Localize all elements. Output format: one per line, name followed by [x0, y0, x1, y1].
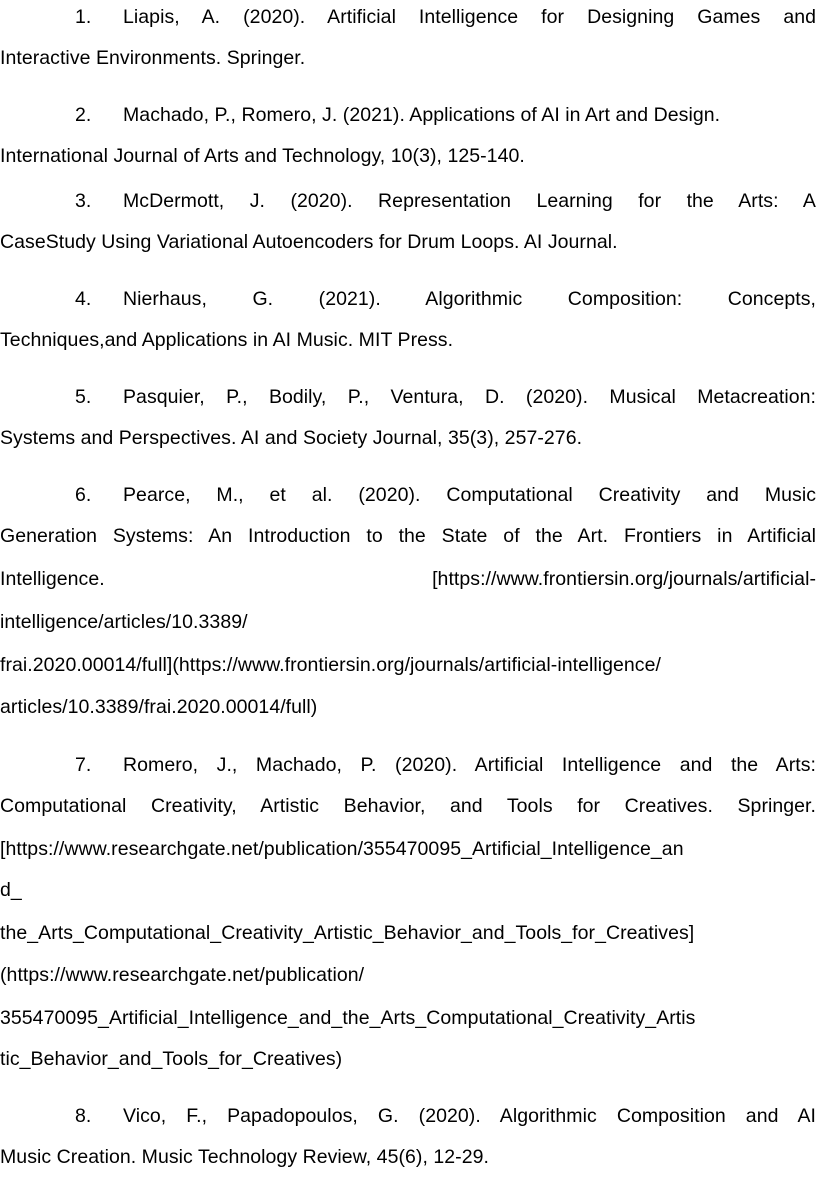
- reference-5-line-1: [75, 382, 816, 412]
- reference-1-line-2: Interactive Environments. Springer.: [0, 47, 306, 69]
- reference-6-line-2: Generation Systems: An Introduction to the State of the Art. Frontiers in Artificial: [0, 525, 816, 547]
- reference-8-line-2: Music Creation. Music Technology Review, 45(6), 12-29.: [0, 1146, 489, 1168]
- reference-7-line-1: [75, 750, 816, 780]
- reference-2-text-1: Machado, P., Romero, J. (2021). Applications of AI in Art and Design.: [123, 104, 721, 126]
- reference-6-link-part-1[interactable]: [https://www.frontiersin.org/journals/artificial-: [432, 568, 816, 590]
- reference-7-link-part-2[interactable]: d_: [0, 879, 22, 901]
- reference-7-link-part-6[interactable]: tic_Behavior_and_Tools_for_Creatives): [0, 1048, 343, 1070]
- reference-7-line-2: Computational Creativity, Artistic Behavior, and Tools for Creatives. Springer.: [0, 795, 816, 817]
- reference-6-link-part-2[interactable]: intelligence/articles/10.3389/: [0, 611, 248, 633]
- reference-6-text-1: Pearce, M., et al. (2020). Computational Creativity and Music: [123, 484, 816, 506]
- reference-7-link-part-1[interactable]: [https://www.researchgate.net/publication/355470095_Artificial_Intelligence_an: [0, 838, 684, 860]
- reference-4-line-1: [75, 284, 816, 314]
- reference-5-text-1: Pasquier, P., Bodily, P., Ventura, D. (2020). Musical Metacreation:: [123, 386, 816, 408]
- reference-2-line-1: [75, 100, 816, 130]
- reference-4-text-1: Nierhaus, G. (2021). Algorithmic Composition: Concepts,: [123, 288, 816, 310]
- reference-6-link-part-4[interactable]: articles/10.3389/frai.2020.00014/full): [0, 696, 318, 718]
- reference-3-line-1: [75, 186, 816, 216]
- reference-2-line-2: International Journal of Arts and Technology, 10(3), 125-140.: [0, 145, 525, 167]
- reference-7-link-part-3[interactable]: the_Arts_Computational_Creativity_Artistic_Behavior_and_Tools_for_Creatives]: [0, 922, 695, 944]
- reference-6-link-part-3[interactable]: frai.2020.00014/full](https://www.frontiersin.org/journals/artificial-intelligence/: [0, 654, 661, 676]
- reference-7-link-part-5[interactable]: 355470095_Artificial_Intelligence_and_the_Arts_Computational_Creativity_Artis: [0, 1007, 696, 1029]
- reference-4-line-2: Techniques,and Applications in AI Music. MIT Press.: [0, 329, 454, 351]
- reference-1-line-1: [75, 2, 816, 32]
- reference-6-text-3: Intelligence.: [0, 568, 105, 590]
- reference-6-number: 6.: [75, 484, 92, 506]
- reference-1-text-1: Liapis, A. (2020). Artificial Intelligence for Designing Games and: [123, 6, 816, 28]
- reference-8-number: 8.: [75, 1105, 92, 1127]
- reference-5-number: 5.: [75, 386, 92, 408]
- reference-3-number: 3.: [75, 190, 92, 212]
- reference-7-link-part-4[interactable]: (https://www.researchgate.net/publication/: [0, 964, 365, 986]
- reference-2-number: 2.: [75, 104, 92, 126]
- reference-3-text-1: McDermott, J. (2020). Representation Learning for the Arts: A: [123, 190, 816, 212]
- reference-8-line-1: [75, 1101, 816, 1131]
- reference-5-line-2: Systems and Perspectives. AI and Society Journal, 35(3), 257-276.: [0, 427, 583, 449]
- reference-7-text-1: Romero, J., Machado, P. (2020). Artificial Intelligence and the Arts:: [123, 754, 816, 776]
- reference-1-number: 1.: [75, 6, 92, 28]
- reference-7-number: 7.: [75, 754, 92, 776]
- reference-3-line-2: CaseStudy Using Variational Autoencoders for Drum Loops. AI Journal.: [0, 231, 618, 253]
- reference-4-number: 4.: [75, 288, 92, 310]
- reference-6-line-1: [75, 480, 816, 510]
- reference-6-line-3: [0, 564, 816, 594]
- reference-8-text-1: Vico, F., Papadopoulos, G. (2020). Algorithmic Composition and AI: [123, 1105, 816, 1127]
